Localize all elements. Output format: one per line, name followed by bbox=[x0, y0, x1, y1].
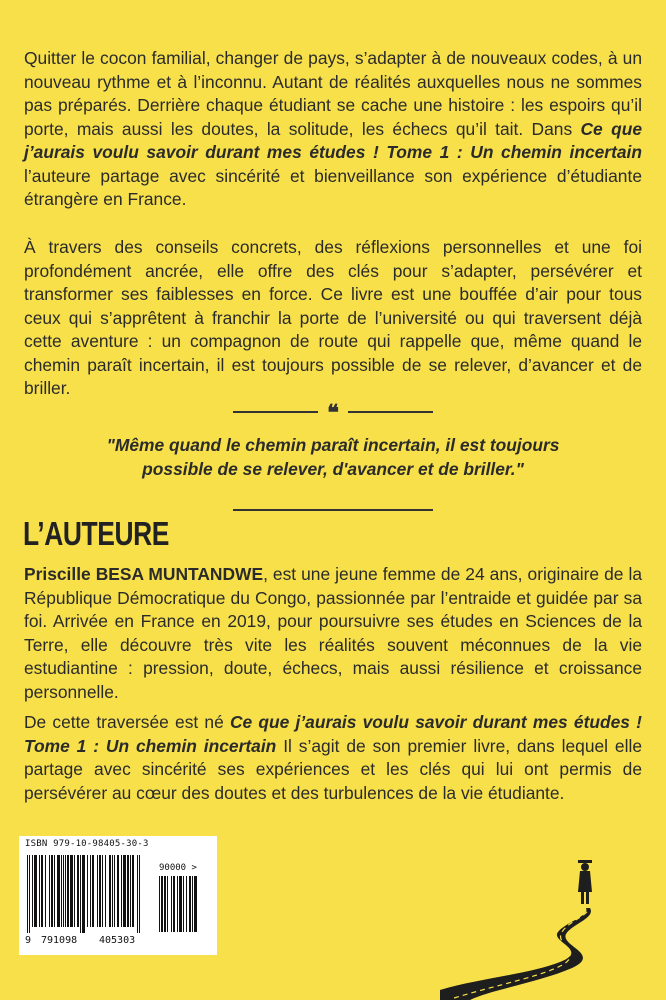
barcode-bars bbox=[27, 855, 157, 935]
addon-arrow: > bbox=[191, 863, 197, 873]
synopsis-paragraph-1 bbox=[24, 47, 642, 212]
barcode-bar bbox=[173, 876, 175, 932]
barcode-bar bbox=[29, 855, 30, 933]
barcode-bar bbox=[117, 855, 119, 927]
barcode-bar bbox=[123, 855, 126, 927]
barcode-bar bbox=[159, 876, 160, 932]
barcode-digit-group-1: 791098 bbox=[41, 935, 78, 946]
graduate-silhouette-icon bbox=[578, 860, 592, 904]
barcode-bar bbox=[87, 855, 88, 927]
barcode-bar bbox=[39, 855, 40, 927]
barcode-bar bbox=[109, 855, 111, 927]
barcode-bar bbox=[192, 876, 193, 932]
addon-digits: 90000 bbox=[159, 863, 187, 873]
barcode-bar bbox=[132, 855, 134, 927]
winding-road-illustration bbox=[440, 850, 666, 1000]
barcode-bar bbox=[179, 876, 182, 932]
quote-divider-right bbox=[348, 411, 433, 413]
barcode-bar bbox=[57, 855, 60, 927]
barcode-bar bbox=[97, 855, 98, 927]
barcode-bar bbox=[63, 855, 64, 927]
barcode-bar bbox=[130, 855, 131, 927]
barcode-bar bbox=[164, 876, 166, 932]
barcode-bar bbox=[161, 876, 163, 932]
barcode-bar bbox=[171, 876, 172, 932]
barcode-bar bbox=[194, 876, 197, 932]
book-origin-paragraph bbox=[24, 711, 642, 805]
origin-text-start: De cette traversée est né bbox=[24, 712, 230, 732]
quote-mark-icon: ❝ bbox=[327, 400, 339, 426]
barcode-bar bbox=[99, 855, 101, 927]
barcode-bar bbox=[90, 855, 91, 927]
barcode-bar bbox=[49, 855, 50, 927]
synopsis-text-start: Quitter le cocon familial, changer de pays, s’adapter à de nouveaux codes, à un nouveau rythme et à l’inconnu. Autant de réalités auxquelles nous ne sommes pas préparés. Derrière chaque étudiant se cache une histoire : les espoirs qu’il porte, mais aussi les doutes, la solitude, les échecs qu’il tait. Dans bbox=[24, 48, 642, 139]
barcode-bar bbox=[65, 855, 66, 927]
barcode-addon-digits bbox=[159, 863, 197, 873]
barcode-bar bbox=[61, 855, 62, 927]
isbn-label: ISBN 979-10-98405-30-3 bbox=[25, 839, 149, 849]
quote-divider-bottom bbox=[233, 509, 433, 511]
barcode-bar bbox=[80, 855, 81, 933]
isbn-barcode bbox=[19, 836, 217, 955]
barcode-bar bbox=[32, 855, 33, 927]
barcode-bar bbox=[189, 876, 191, 932]
barcode-bar bbox=[121, 855, 122, 927]
addon-barcode-bars bbox=[159, 876, 209, 934]
barcode-bar bbox=[34, 855, 37, 927]
book-title-inline-2: Ce que j’aurais voulu savoir durant mes études ! Tome 1 : Un chemin incertain bbox=[24, 712, 642, 756]
barcode-bar bbox=[167, 876, 168, 932]
author-bio-text: , est une jeune femme de 24 ans, originaire de la République Démocratique du Congo, passionnée par l’entraide et guidée par sa foi. Arrivée en France en 2019, pour poursuivre ses études en Sciences de la Terre, elle découvre très vite les réalités souvent méconnues de la vie estudiantine : pression, doute, échecs, mais aussi résilience et croissance personnelle. bbox=[24, 564, 642, 702]
quote-divider-left bbox=[233, 411, 318, 413]
barcode-bar bbox=[51, 855, 53, 927]
winding-road bbox=[440, 908, 591, 1000]
barcode-digit-first: 9 bbox=[25, 935, 32, 946]
barcode-bar bbox=[77, 855, 79, 927]
synopsis-text-end: l’auteure partage avec sincérité et bienveillance son expérience d’étudiante étrangère en France. bbox=[24, 165, 642, 209]
barcode-bar bbox=[27, 855, 28, 933]
synopsis-paragraph-2: À travers des conseils concrets, des réflexions personnelles et une foi profondément ancrée, elle offre des clés pour s’adapter, persévérer et transformer ses faiblesses en force. Ce livre est une bouffée d’air pour tous ceux qui s’apprêtent à franchir la porte de l’université ou qui traversent déjà cette aventure : un compagnon de route qui rappelle que, même quand le chemin paraît incertain, il est toujours possible de se relever, d’avancer et de briller. bbox=[24, 237, 642, 398]
barcode-bar bbox=[74, 855, 75, 927]
author-bio-paragraph bbox=[24, 563, 642, 704]
barcode-bar bbox=[183, 876, 184, 932]
barcode-bar bbox=[102, 855, 103, 927]
barcode-bar bbox=[67, 855, 69, 927]
barcode-bar bbox=[105, 855, 106, 927]
barcode-bar bbox=[137, 855, 138, 933]
book-title-inline: Ce que j’aurais voulu savoir durant mes études ! Tome 1 : Un chemin incertain bbox=[24, 118, 643, 162]
author-name: Priscille BESA MUNTANDWE bbox=[24, 564, 264, 584]
barcode-bar bbox=[186, 876, 187, 932]
barcode-bar bbox=[177, 876, 178, 932]
pull-quote: "Même quand le chemin paraît incertain, il est toujours possible de se relever, d'avancer et de briller." bbox=[106, 435, 560, 479]
origin-text-end: Il s’agit de son premier livre, dans lequel elle partage avec sincérité ses expériences et les clés qui lui ont permis de persévérer au cœur des doutes et des turbulences de la vie étudiante. bbox=[24, 735, 643, 803]
barcode-bar bbox=[45, 855, 46, 927]
barcode-bar bbox=[41, 855, 43, 927]
barcode-bar bbox=[70, 855, 73, 927]
barcode-bar bbox=[114, 855, 115, 927]
barcode-bar bbox=[127, 855, 129, 927]
barcode-digit-group-2: 405303 bbox=[99, 935, 136, 946]
barcode-bar bbox=[54, 855, 55, 927]
author-heading: L’AUTEURE bbox=[23, 515, 170, 552]
barcode-bar bbox=[82, 855, 85, 933]
barcode-bar bbox=[112, 855, 113, 927]
barcode-bar bbox=[92, 855, 94, 927]
barcode-bar bbox=[139, 855, 140, 933]
